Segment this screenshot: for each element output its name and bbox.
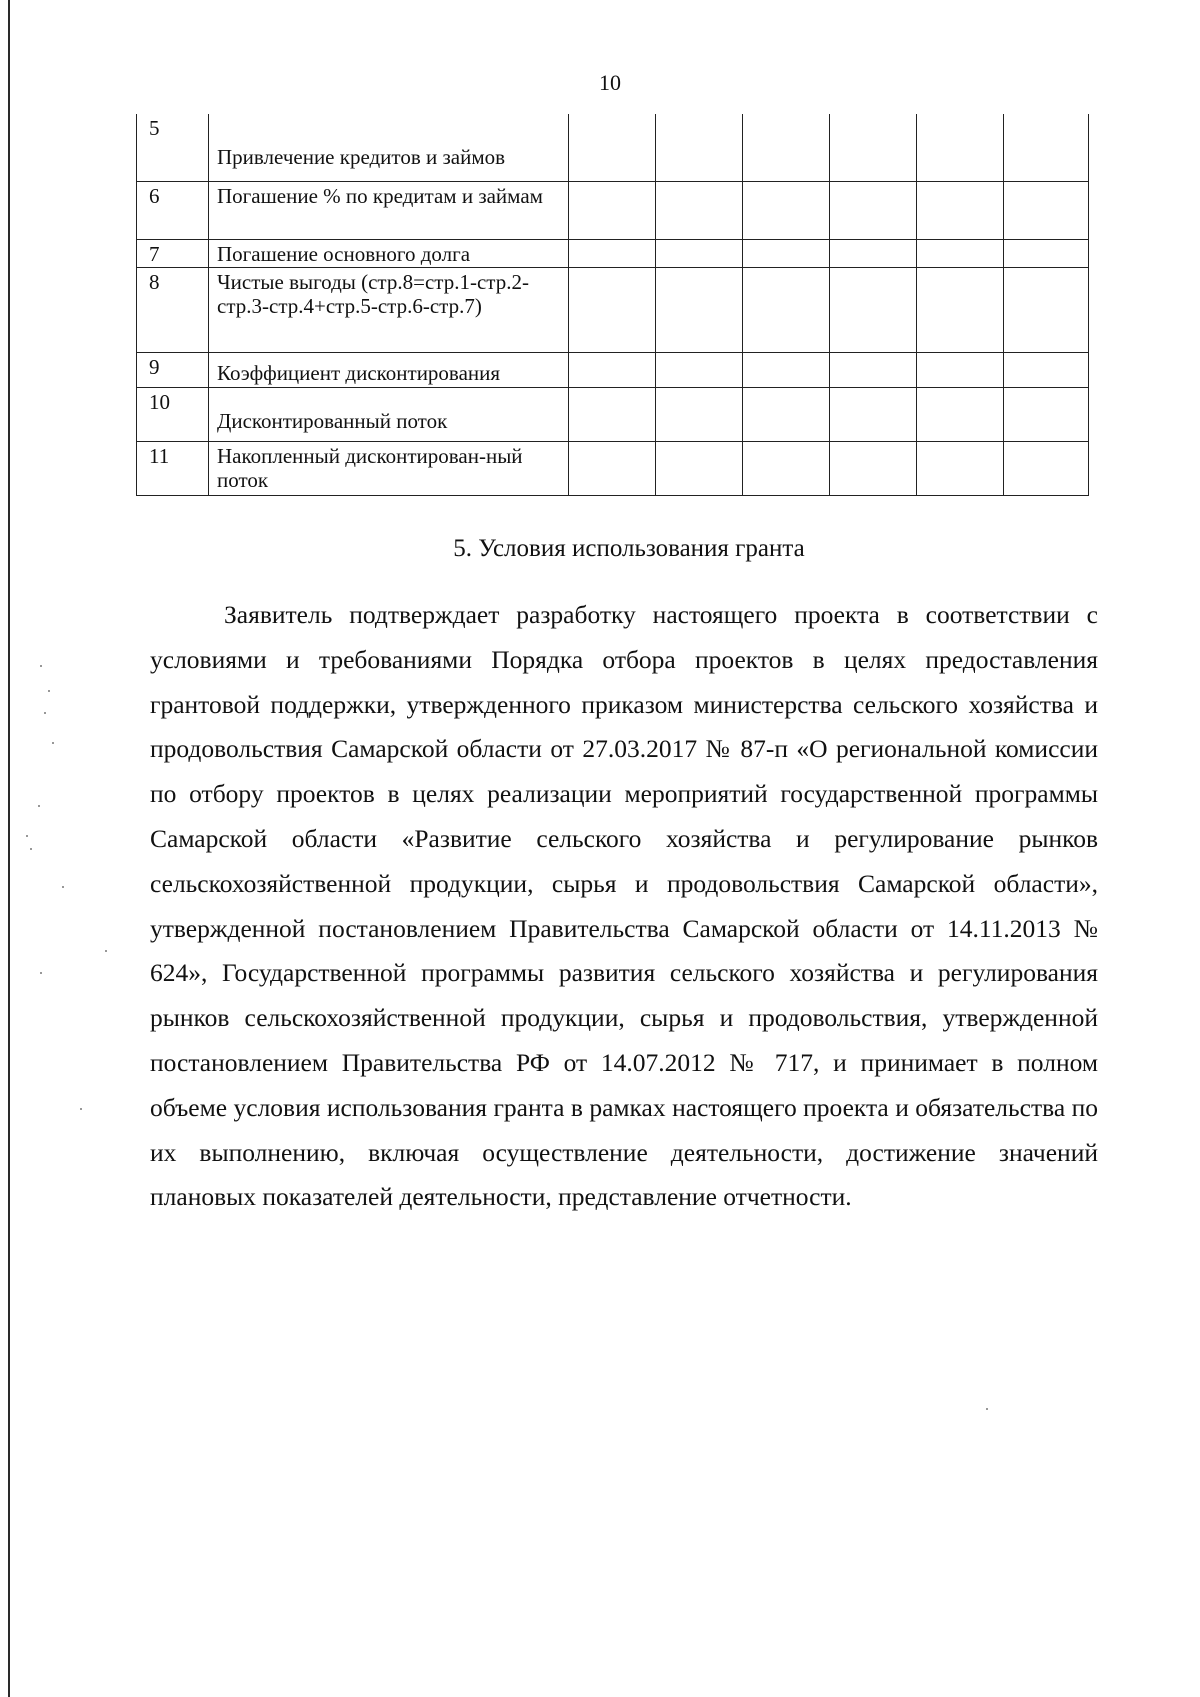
row-label: Погашение основного долга	[209, 239, 569, 267]
table-cell	[917, 267, 1004, 352]
table-cell	[569, 352, 656, 387]
table-row	[137, 267, 1089, 352]
table-cell	[743, 239, 830, 267]
table-cell	[1004, 441, 1089, 495]
table-cell	[917, 352, 1004, 387]
table-cell	[830, 114, 917, 181]
table-cell	[917, 387, 1004, 441]
section-title: 5. Условия использования гранта	[453, 535, 805, 562]
table-cell	[830, 441, 917, 495]
table-cell	[830, 387, 917, 441]
row-number: 7	[137, 239, 209, 267]
row-label: Погашение % по кредитам и займам	[209, 181, 569, 239]
scan-speck	[105, 950, 107, 952]
scan-speck	[30, 848, 32, 850]
row-label: Привлечение кредитов и займов	[209, 114, 569, 181]
table-cell	[656, 114, 743, 181]
table-cell	[656, 239, 743, 267]
scan-speck	[26, 835, 28, 837]
scan-speck	[40, 665, 42, 667]
row-label: Чистые выгоды (стр.8=стр.1-стр.2-стр.3-стр.4+стр.5-стр.6-стр.7)	[209, 267, 569, 352]
table-cell	[656, 352, 743, 387]
table-cell	[1004, 181, 1089, 239]
row-label: Дисконтированный поток	[209, 387, 569, 441]
row-number: 6	[137, 181, 209, 239]
table-cell	[743, 441, 830, 495]
table-cell	[1004, 387, 1089, 441]
row-number: 10	[137, 387, 209, 441]
row-label: Коэффициент дисконтирования	[209, 352, 569, 387]
row-number: 8	[137, 267, 209, 352]
cashflow-table	[136, 114, 1089, 496]
scan-speck	[986, 1408, 988, 1410]
scan-speck	[62, 886, 64, 888]
table-cell	[569, 239, 656, 267]
table-cell	[830, 352, 917, 387]
table-row	[137, 181, 1089, 239]
page-number: 10	[599, 70, 621, 95]
table-cell	[743, 387, 830, 441]
body-paragraph: Заявитель подтверждает разработку настоящего проекта в соответствии с условиями и требованиями Порядка отбора проектов в целях предоставления грантовой поддержки, утвержденного приказом министерства сельского хозяйства и продовольствия Самарской области от 27.03.2017 № 87-п «О региональной комиссии по отбору проектов в целях реализации мероприятий государственной программы Самарской области «Развитие сельского хозяйства и регулирование рынков сельскохозяйственной продукции, сырья и продовольствия Самарской области», утвержденной постановлением Правительства Самарской области от 14.11.2013 № 624», Государственной программы развития сельского хозяйства и регулирования рынков сельскохозяйственной продукции, сырья и продовольствия, утвержденной постановлением Правительства РФ от 14.07.2012 № 717, и принимает в полном объеме условия использования гранта в рамках настоящего проекта и обязательства по их выполнению, включая осуществление деятельности, достижение значений плановых показателей деятельности, представление отчетности.	[150, 600, 1098, 1212]
table-cell	[830, 239, 917, 267]
row-number: 9	[137, 352, 209, 387]
table-row	[137, 387, 1089, 441]
table-cell	[656, 441, 743, 495]
table-cell	[569, 114, 656, 181]
table-cell	[917, 114, 1004, 181]
scan-speck	[48, 690, 50, 692]
table-cell	[569, 181, 656, 239]
table-cell	[917, 239, 1004, 267]
row-number: 11	[137, 441, 209, 495]
table-cell	[917, 441, 1004, 495]
scan-speck	[80, 1108, 82, 1110]
table-cell	[830, 181, 917, 239]
scan-speck	[44, 712, 46, 714]
row-label: Накопленный дисконтирован-ный поток	[209, 441, 569, 495]
table-row	[137, 114, 1089, 181]
table-cell	[1004, 114, 1089, 181]
scan-speck	[40, 972, 42, 974]
table-cell	[656, 267, 743, 352]
table-cell	[743, 352, 830, 387]
table-cell	[917, 181, 1004, 239]
table-cell	[656, 181, 743, 239]
table-cell	[569, 387, 656, 441]
scan-speck	[52, 742, 54, 744]
table-row	[137, 441, 1089, 495]
scan-speck	[38, 805, 40, 807]
table-row	[137, 352, 1089, 387]
scan-edge-line	[8, 0, 10, 1697]
table-cell	[656, 387, 743, 441]
table-cell	[830, 267, 917, 352]
table-cell	[569, 441, 656, 495]
row-number: 5	[137, 114, 209, 181]
table-row	[137, 239, 1089, 267]
table-cell	[1004, 267, 1089, 352]
table-cell	[743, 181, 830, 239]
table-cell	[743, 267, 830, 352]
table-cell	[1004, 352, 1089, 387]
table-cell	[1004, 239, 1089, 267]
table-cell	[569, 267, 656, 352]
table-cell	[743, 114, 830, 181]
